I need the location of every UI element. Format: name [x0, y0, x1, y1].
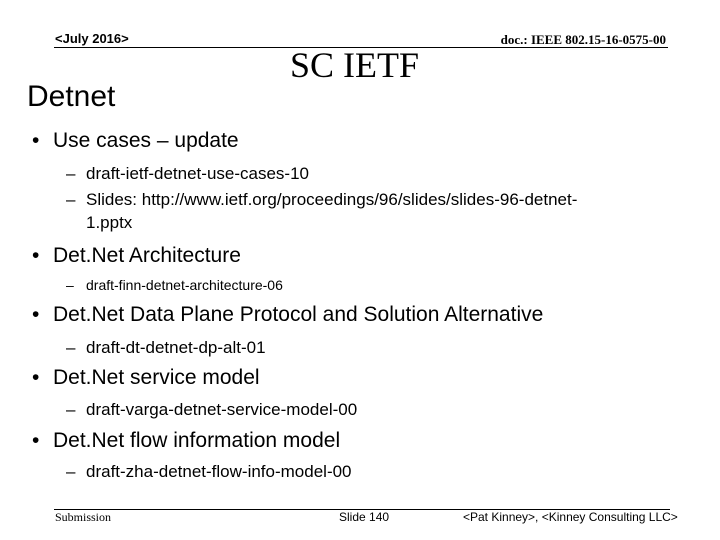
- sub-bullet-text: Slides: http://www.ietf.org/proceedings/96/slides/slides-96-detnet-: [86, 190, 578, 209]
- sub-bullet-item: [66, 190, 578, 210]
- sub-bullet-dash: –: [66, 164, 76, 183]
- sub-bullet-text: draft-varga-detnet-service-model-00: [86, 400, 358, 419]
- sub-bullet-text: draft-dt-detnet-dp-alt-01: [86, 338, 266, 357]
- slide-heading: SC IETF: [290, 45, 420, 85]
- sub-bullet-continuation: [86, 213, 132, 233]
- footer-author: <Pat Kinney>, <Kinney Consulting LLC>: [463, 510, 678, 524]
- bullet-dot: •: [32, 429, 40, 452]
- header-date: <July 2016>: [55, 31, 129, 46]
- sub-bullet-text: draft-finn-detnet-architecture-06: [86, 277, 283, 293]
- bullet-dot: •: [32, 303, 40, 326]
- bullet-text: Det.Net flow information model: [53, 429, 341, 452]
- bullet-text: Det.Net Architecture: [53, 244, 241, 267]
- sub-bullet-text: 1.pptx: [86, 213, 133, 232]
- sub-bullet-dash: –: [66, 277, 74, 293]
- bullet-item: [32, 244, 241, 268]
- bullet-item: [32, 129, 239, 153]
- bullet-dot: •: [32, 129, 40, 152]
- bullet-text: Det.Net service model: [53, 366, 260, 389]
- footer-slide-number: Slide 140: [339, 510, 390, 524]
- bullet-dot: •: [32, 366, 40, 389]
- sub-bullet-dash: –: [66, 462, 76, 481]
- slide-title: Detnet: [27, 80, 116, 113]
- sub-bullet-text: draft-zha-detnet-flow-info-model-00: [86, 462, 352, 481]
- sub-bullet-dash: –: [66, 400, 76, 419]
- sub-bullet-item: [66, 400, 358, 420]
- bullet-text: Use cases – update: [53, 129, 239, 152]
- header-doc-id: doc.: IEEE 802.15-16-0575-00: [500, 32, 666, 47]
- bullet-text: Det.Net Data Plane Protocol and Solution Alternative: [53, 303, 544, 326]
- sub-bullet-item: [66, 277, 283, 293]
- sub-bullet-item: [66, 462, 352, 482]
- footer-submission: Submission: [55, 510, 112, 524]
- sub-bullet-dash: –: [66, 190, 76, 209]
- sub-bullet-dash: –: [66, 338, 76, 357]
- sub-bullet-item: [66, 338, 266, 358]
- bullet-item: [32, 366, 260, 390]
- sub-bullet-item: [66, 164, 309, 184]
- bullet-item: [32, 429, 341, 453]
- bullet-dot: •: [32, 244, 40, 267]
- sub-bullet-text: draft-ietf-detnet-use-cases-10: [86, 164, 309, 183]
- bullet-item: [32, 303, 544, 327]
